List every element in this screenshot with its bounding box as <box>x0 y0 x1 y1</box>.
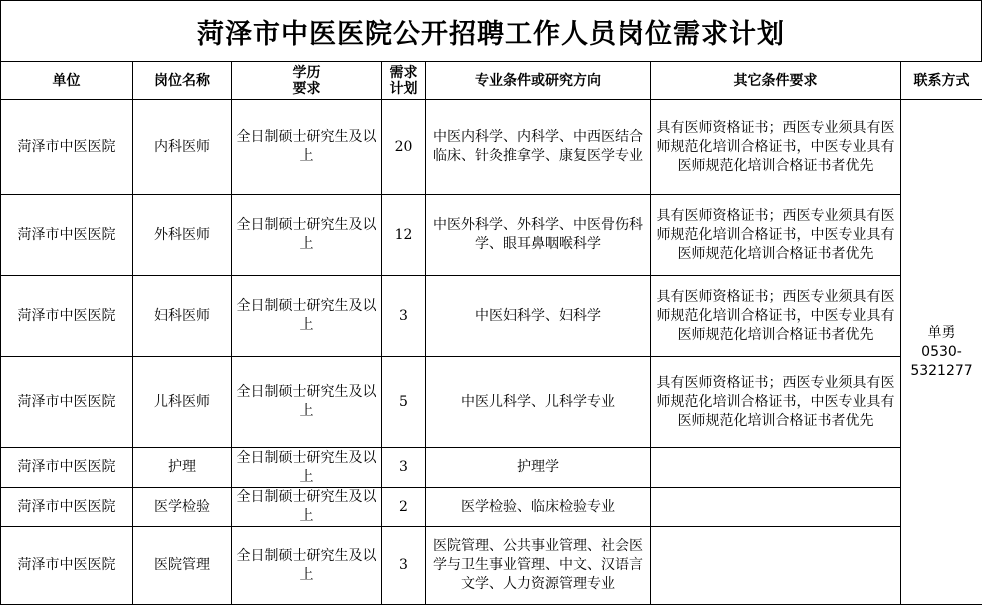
cell-other <box>651 527 901 605</box>
header-education-line1: 学历 <box>234 65 379 81</box>
cell-major: 中医外科学、外科学、中医骨伤科学、眼耳鼻咽喉科学 <box>426 195 651 276</box>
cell-major: 中医内科学、内科学、中西医结合临床、针灸推拿学、康复医学专业 <box>426 100 651 195</box>
cell-education: 全日制硕士研究生及以上 <box>232 100 382 195</box>
cell-major: 医院管理、公共事业管理、社会医学与卫生事业管理、中文、汉语言文学、人力资源管理专业 <box>426 527 651 605</box>
header-education <box>232 62 382 100</box>
cell-position: 妇科医师 <box>133 276 232 357</box>
header-unit: 单位 <box>1 62 133 100</box>
cell-unit: 菏泽市中医医院 <box>1 195 133 276</box>
cell-position: 外科医师 <box>133 195 232 276</box>
cell-position: 护理 <box>133 448 232 488</box>
cell-position: 医院管理 <box>133 527 232 605</box>
header-quota-line1: 需求 <box>384 65 423 81</box>
cell-education: 全日制硕士研究生及以上 <box>232 488 382 527</box>
header-major: 专业条件或研究方向 <box>426 62 651 100</box>
cell-quota: 20 <box>382 100 426 195</box>
contact-name: 单勇 <box>903 324 980 343</box>
cell-education: 全日制硕士研究生及以上 <box>232 276 382 357</box>
header-quota-line2: 计划 <box>384 81 423 97</box>
header-contact: 联系方式 <box>901 62 982 100</box>
cell-other <box>651 488 901 527</box>
table-row <box>1 195 982 276</box>
cell-education: 全日制硕士研究生及以上 <box>232 448 382 488</box>
cell-major: 中医妇科学、妇科学 <box>426 276 651 357</box>
cell-unit: 菏泽市中医医院 <box>1 448 133 488</box>
cell-other: 具有医师资格证书；西医专业须具有医师规范化培训合格证书，中医专业具有医师规范化培训合格证书者优先 <box>651 357 901 448</box>
cell-unit: 菏泽市中医医院 <box>1 276 133 357</box>
cell-other: 具有医师资格证书；西医专业须具有医师规范化培训合格证书，中医专业具有医师规范化培训合格证书者优先 <box>651 276 901 357</box>
cell-quota: 3 <box>382 527 426 605</box>
header-position: 岗位名称 <box>133 62 232 100</box>
table-row <box>1 357 982 448</box>
contact-phone-area: 0530- <box>903 343 980 362</box>
cell-contact <box>901 100 982 605</box>
cell-position: 儿科医师 <box>133 357 232 448</box>
cell-quota: 12 <box>382 195 426 276</box>
cell-unit: 菏泽市中医医院 <box>1 357 133 448</box>
cell-unit: 菏泽市中医医院 <box>1 488 133 527</box>
cell-other: 具有医师资格证书；西医专业须具有医师规范化培训合格证书，中医专业具有医师规范化培训合格证书者优先 <box>651 195 901 276</box>
table-row <box>1 100 982 195</box>
header-row <box>1 62 982 100</box>
cell-quota: 3 <box>382 448 426 488</box>
header-other: 其它条件要求 <box>651 62 901 100</box>
contact-phone-number: 5321277 <box>903 362 980 381</box>
cell-quota: 5 <box>382 357 426 448</box>
cell-position: 医学检验 <box>133 488 232 527</box>
cell-other: 具有医师资格证书；西医专业须具有医师规范化培训合格证书，中医专业具有医师规范化培训合格证书者优先 <box>651 100 901 195</box>
table-row <box>1 527 982 605</box>
cell-quota: 2 <box>382 488 426 527</box>
cell-other <box>651 448 901 488</box>
table-row <box>1 488 982 527</box>
cell-quota: 3 <box>382 276 426 357</box>
table-row <box>1 276 982 357</box>
cell-unit: 菏泽市中医医院 <box>1 527 133 605</box>
header-education-line2: 要求 <box>234 81 379 97</box>
cell-education: 全日制硕士研究生及以上 <box>232 195 382 276</box>
cell-major: 中医儿科学、儿科学专业 <box>426 357 651 448</box>
cell-position: 内科医师 <box>133 100 232 195</box>
cell-unit: 菏泽市中医医院 <box>1 100 133 195</box>
cell-education: 全日制硕士研究生及以上 <box>232 527 382 605</box>
document-title: 菏泽市中医医院公开招聘工作人员岗位需求计划 <box>0 0 982 62</box>
header-quota <box>382 62 426 100</box>
recruitment-table <box>0 61 982 605</box>
cell-major: 护理学 <box>426 448 651 488</box>
table-row <box>1 448 982 488</box>
cell-education: 全日制硕士研究生及以上 <box>232 357 382 448</box>
cell-major: 医学检验、临床检验专业 <box>426 488 651 527</box>
